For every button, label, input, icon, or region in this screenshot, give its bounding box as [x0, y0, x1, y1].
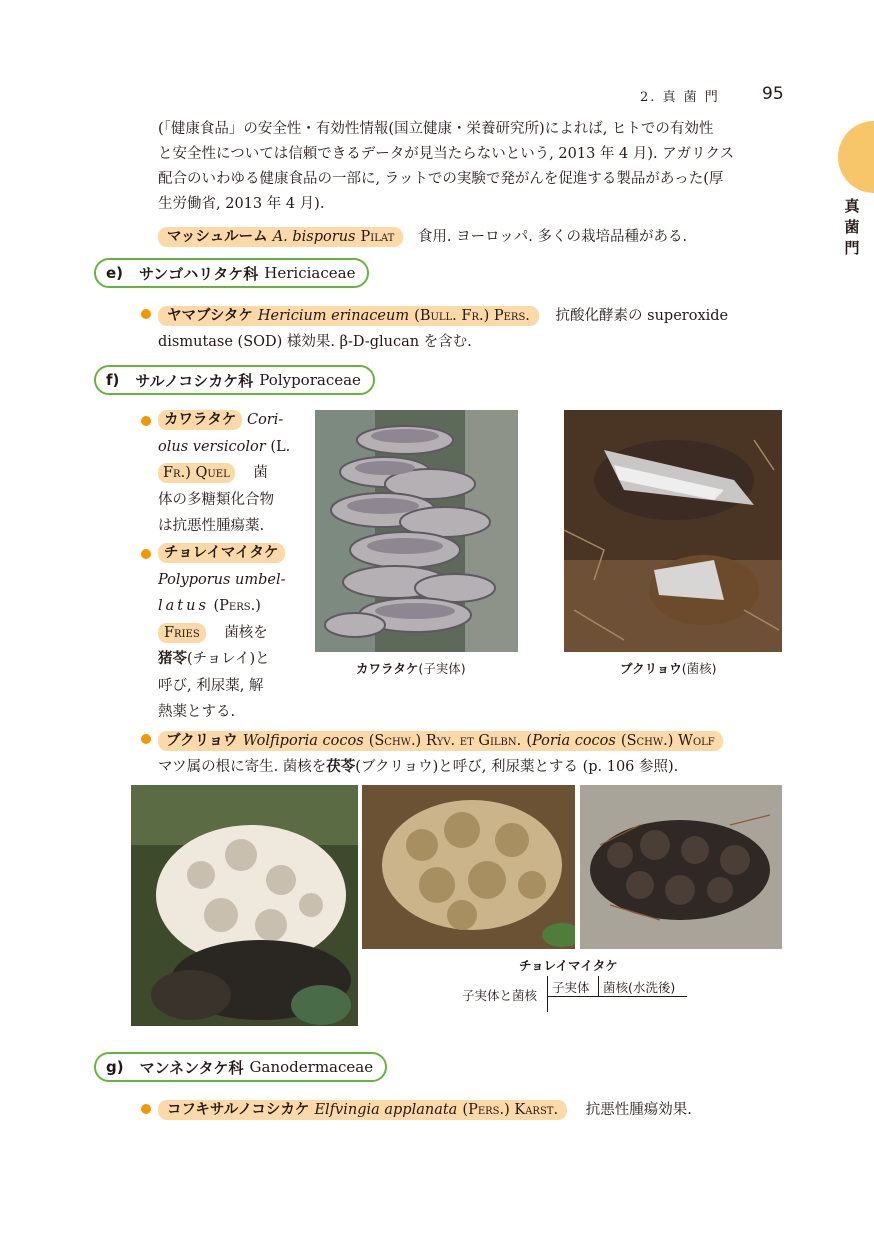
species-jp-name: チョレイマイタケ	[164, 545, 279, 561]
species-latin-name: Elfvingia applanata	[314, 1102, 458, 1118]
intro-line: 配合のいわゆる健康食品の一部に, ラットでの実験で発がんを促進する製品があった(厚	[158, 171, 724, 187]
intro-line: と安全性については信頼できるデータが見当たらないという, 2013 年 4 月). アガリクス	[158, 146, 735, 162]
species-pill	[158, 227, 403, 247]
section-family-jp: サルノコシカケ科	[135, 371, 254, 390]
kofuki-entry	[158, 1098, 692, 1120]
chapter-tab-label: 真菌門	[844, 197, 860, 257]
caption-divider	[547, 976, 548, 1012]
bukuryou-photo-caption	[620, 659, 717, 677]
section-heading-e	[94, 258, 369, 288]
section-label: f)	[106, 371, 120, 389]
species-author: (L.	[270, 438, 291, 455]
species-author: (Schw.) Wolf	[620, 733, 715, 749]
species-author: (Pers.)	[213, 598, 261, 614]
chorei-fruiting-body-photo	[362, 785, 575, 949]
species-jp-name: ヤマブシタケ	[167, 308, 253, 324]
species-author: (Pers.) Karst.	[462, 1102, 559, 1118]
section-family-jp: マンネンタケ科	[139, 1058, 244, 1077]
bukuryou-entry	[158, 728, 788, 780]
species-jp-name: コフキサルノコシカケ	[167, 1102, 310, 1118]
crude-drug-name: 茯苓	[326, 759, 356, 775]
mushroom-entry	[158, 225, 687, 247]
bullet-icon	[141, 549, 151, 559]
chorei-label-mid: 子実体	[552, 980, 590, 995]
kawaratake-photo	[315, 410, 518, 652]
section-family-jp: サンゴハリタケ科	[139, 264, 259, 283]
intro-line: (「健康食品」の安全性・有効性情報(国立健康・栄養研究所)によれば, ヒトでの有効性	[158, 121, 714, 137]
species-description: 呼び, 利尿薬, 解	[158, 677, 264, 694]
species-pill	[158, 306, 539, 326]
section-family-latin: Hericiaceae	[264, 264, 356, 282]
caption-text: (子実体)	[418, 661, 466, 676]
bullet-icon	[141, 1104, 151, 1114]
chorei-label-right: 菌核(水洗後)	[603, 980, 676, 995]
section-family-latin: Polyporaceae	[259, 371, 361, 389]
caption-bold: カワラタケ	[356, 661, 419, 676]
species-description: は抗悪性腫瘍薬.	[158, 518, 265, 534]
species-pill: ブクリョウ Wolfiporia cocos (Schw.) Ryv. et Gilbn. (Poria cocos (Schw.) Wolf	[158, 731, 723, 751]
section-heading-f	[94, 365, 375, 395]
species-description: 抗酸化酵素の superoxide	[555, 308, 729, 324]
species-description: 菌	[253, 465, 268, 481]
kawaratake-photo-caption	[356, 659, 466, 677]
choreimaitake-entry	[158, 540, 288, 726]
species-jp-name: カワラタケ	[164, 412, 237, 428]
page-number: 95	[762, 84, 784, 104]
section-heading-g	[94, 1052, 387, 1082]
yamabushi-entry	[158, 303, 786, 355]
species-description: 菌核を	[224, 624, 268, 641]
chorei-photo-caption-title: チョレイマイタケ	[519, 958, 618, 973]
running-header: 2. 真 菌 門	[640, 90, 720, 105]
species-author: Fr.) Quel	[158, 463, 235, 483]
species-author: Pilat	[360, 229, 395, 245]
species-author: (Bull. Fr.) Pers.	[414, 308, 530, 324]
chorei-sclerotium-washed-photo	[580, 785, 782, 949]
crude-drug-name: 猪苓	[158, 651, 187, 667]
caption-divider	[547, 996, 687, 997]
species-latin-name: Polyporus umbel-	[158, 571, 286, 588]
bullet-icon	[141, 309, 151, 319]
section-label: e)	[106, 264, 124, 282]
chorei-fruiting-body-sclerotium-photo	[131, 785, 358, 1026]
kawaratake-entry	[158, 407, 291, 540]
bullet-icon	[141, 416, 151, 426]
bullet-icon	[141, 734, 151, 744]
species-description: マツ属の根に寄生. 菌核を	[158, 759, 327, 775]
chapter-tab	[838, 121, 874, 193]
caption-text: (菌核)	[681, 661, 717, 676]
species-synonym: Poria cocos	[531, 733, 616, 749]
species-description: 熱薬とする.	[158, 704, 236, 720]
species-latin-name: Cori-	[246, 412, 284, 428]
species-description: dismutase (SOD) 様効果. β-D-glucan を含む.	[158, 334, 472, 350]
species-description: 食用. ヨーロッパ. 多くの栽培品種がある.	[417, 229, 688, 245]
species-pill	[158, 410, 242, 430]
species-description: (チョレイ)と	[187, 651, 270, 667]
caption-divider	[598, 976, 599, 996]
species-description: 体の多糖類化合物	[158, 491, 274, 508]
species-latin-name: latus	[158, 598, 209, 614]
species-pill	[158, 543, 285, 563]
species-author: Fries	[158, 623, 206, 643]
species-jp-name: マッシュルーム	[167, 229, 268, 245]
intro-paragraph	[158, 117, 786, 217]
species-author: (Schw.) Ryv. et Gilbn.	[368, 733, 522, 749]
species-latin-name: Wolfiporia cocos	[242, 733, 364, 749]
species-latin-name: A. bisporus	[272, 229, 356, 245]
species-description: 抗悪性腫瘍効果.	[585, 1102, 692, 1118]
species-latin-name: Hericium erinaceum	[257, 308, 410, 324]
species-jp-name: ブクリョウ	[166, 733, 238, 749]
section-label: g)	[106, 1058, 124, 1076]
species-latin-name: olus versicolor	[158, 438, 266, 455]
bukuryou-photo	[564, 410, 782, 652]
section-family-latin: Ganodermaceae	[249, 1058, 374, 1076]
intro-line: 生労働省, 2013 年 4 月).	[158, 196, 325, 212]
chorei-label-left: 子実体と菌核	[462, 988, 538, 1003]
caption-bold: ブクリョウ	[620, 661, 682, 676]
species-pill	[158, 1100, 567, 1120]
species-description: (ブクリョウ)と呼び, 利尿薬とする (p. 106 参照).	[355, 759, 679, 775]
